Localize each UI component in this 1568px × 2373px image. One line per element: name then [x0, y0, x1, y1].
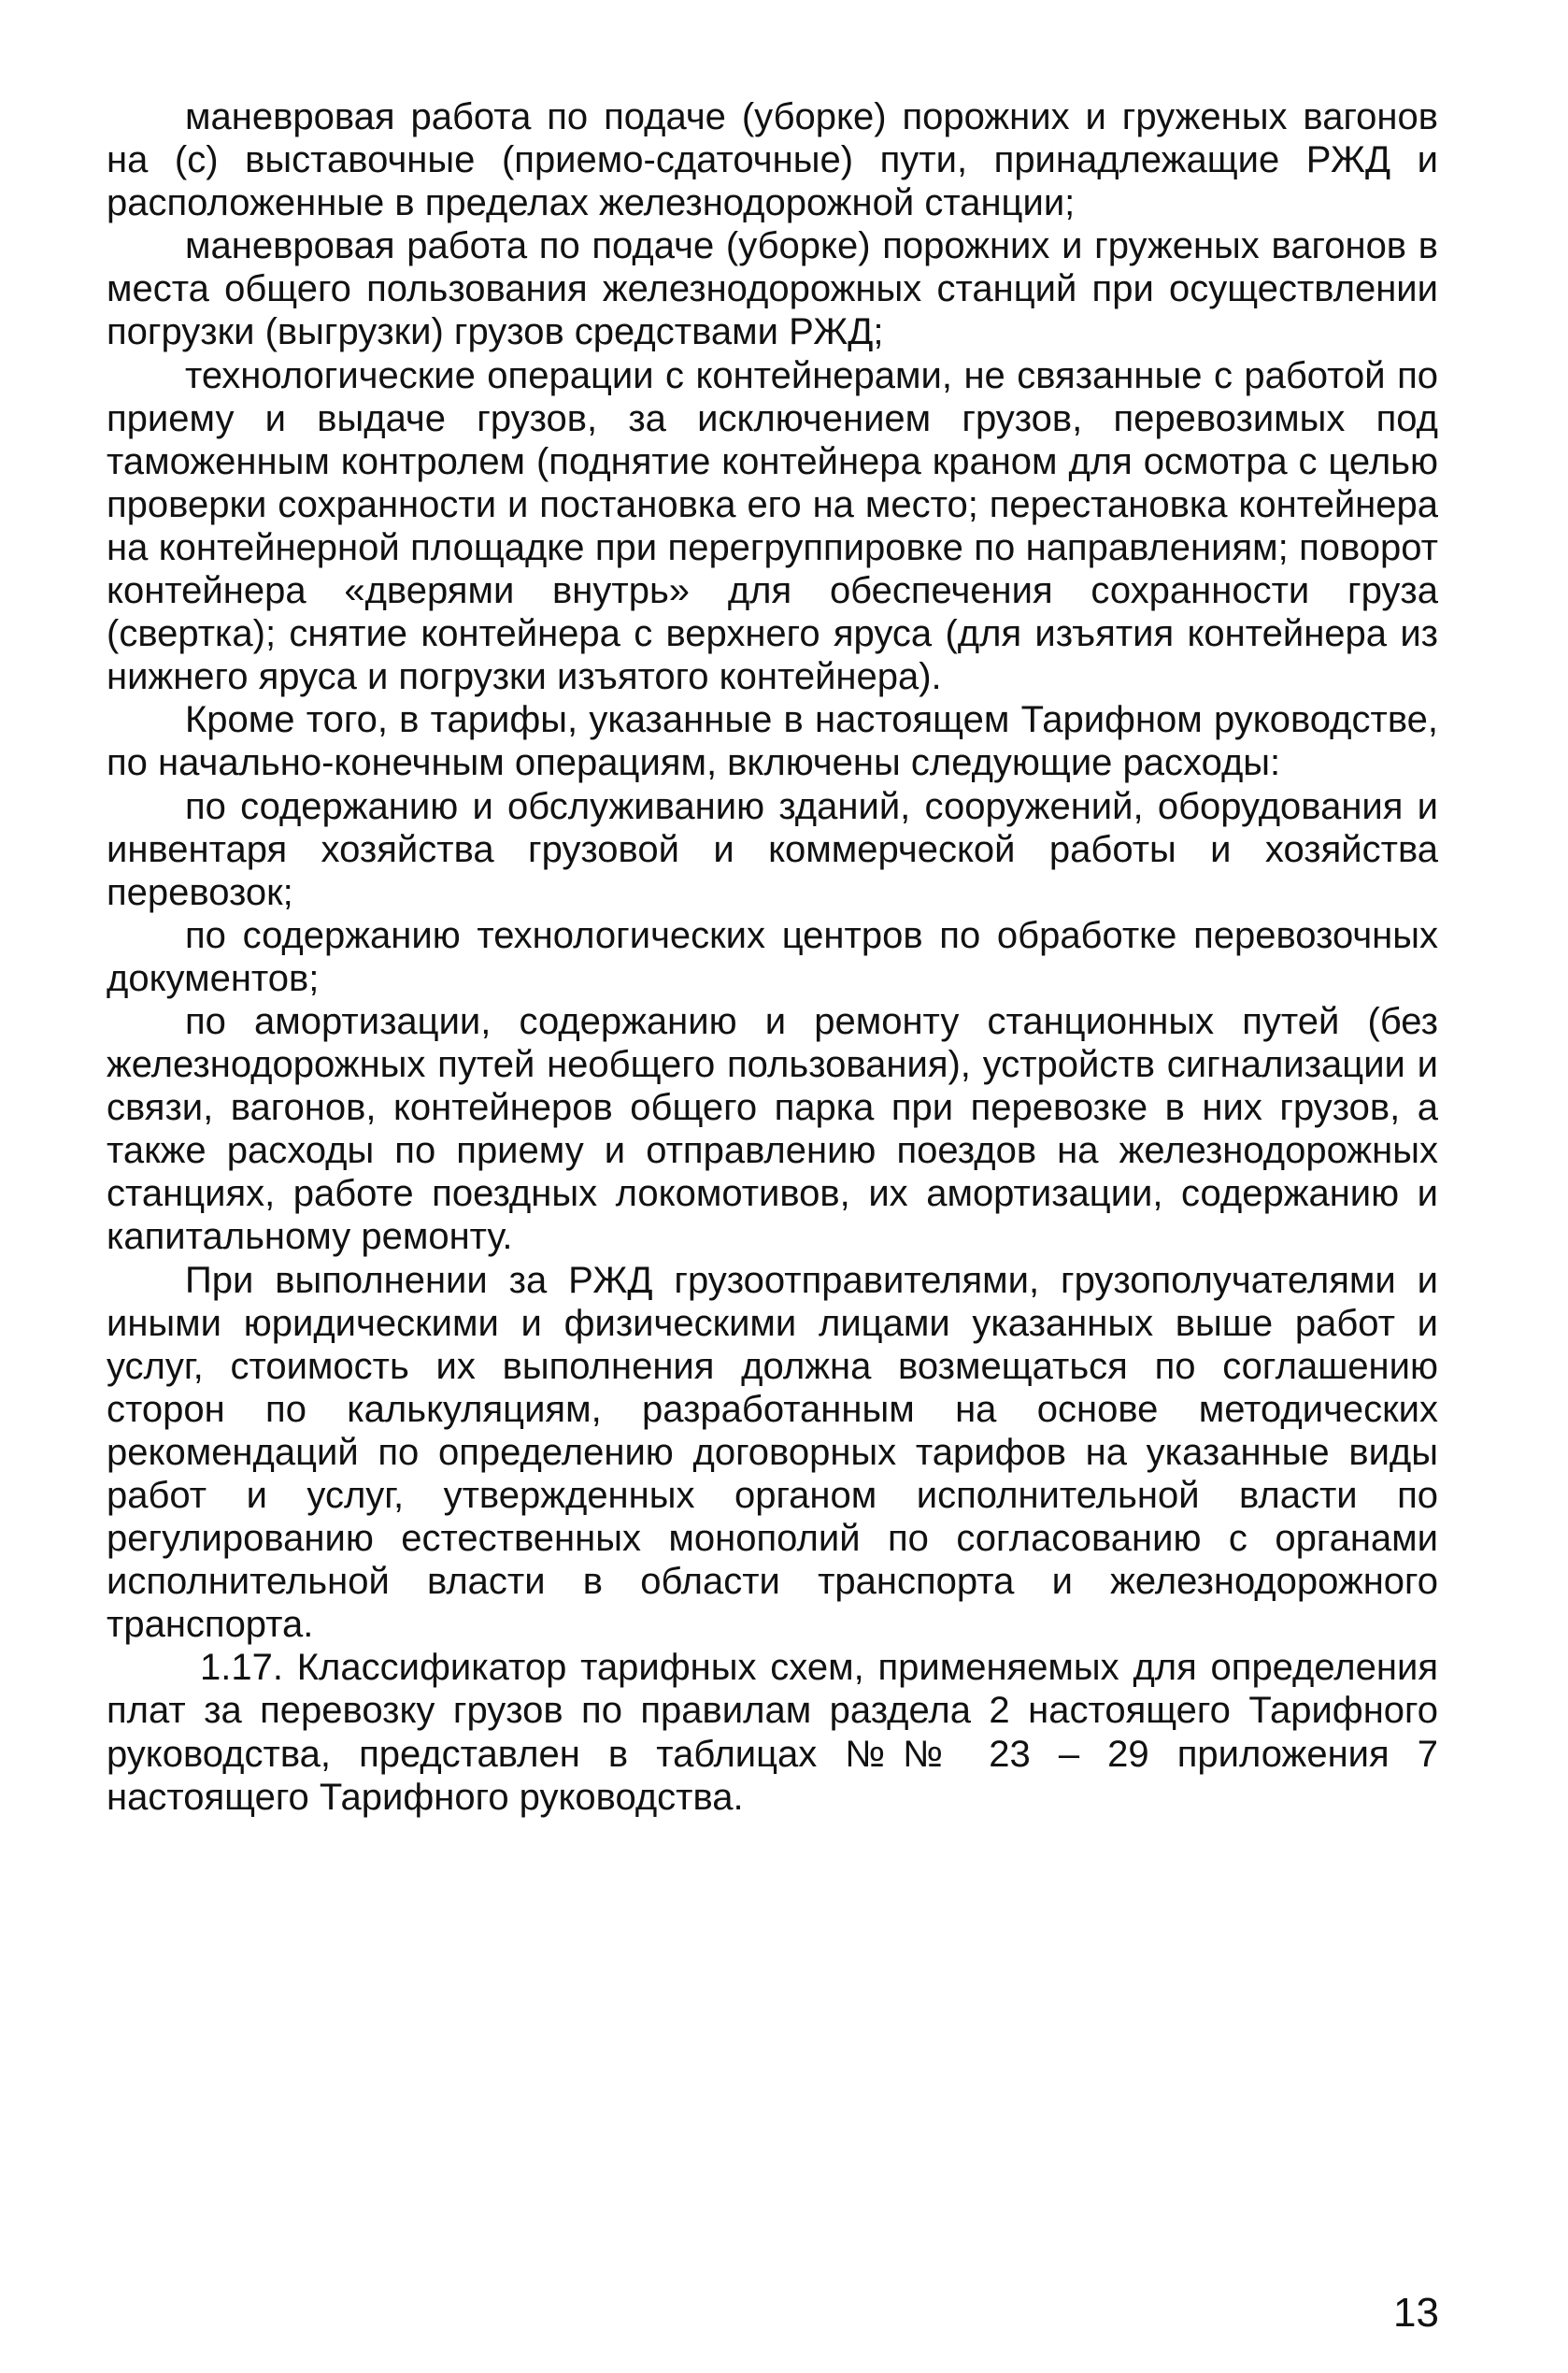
paragraph-container-operations: технологические операции с контейнерами, не связанные с работой по приему и выдаче грузов, за исключением грузов, перевозимых под таможенным контролем (поднятие контейнера краном для осмотра с целью проверки сохранности и постановка его на место; перестановка контейнера на контейнерной площадке при перегруппировке по направлениям; поворот контейнера «дверями внутрь» для обеспечения сохранности груза (свертка); снятие контейнера с верхнего яруса (для изъятия контейнера из нижнего яруса и погрузки изъятого контейнера).: [107, 354, 1438, 698]
paragraph-shunting-public-places: маневровая работа по подаче (уборке) порожних и груженых вагонов в места общего пользования железнодорожных станций при осуществлении погрузки (выгрузки) грузов средствами РЖД;: [107, 225, 1438, 353]
paragraph-tariff-expenses-intro: Кроме того, в тарифы, указанные в настоящем Тарифном руководстве, по начально-конечным операциям, включены следующие расходы:: [107, 699, 1438, 784]
paragraph-section-1-17: 1.17. Классификатор тарифных схем, применяемых для определения плат за перевозку грузов по правилам раздела 2 настоящего Тарифного руководства, представлен в таблицах №№ 23 – 29 приложения 7 настоящего Тарифного руководства.: [107, 1647, 1438, 1818]
paragraph-depreciation: по амортизации, содержанию и ремонту станционных путей (без железнодорожных путей необщего пользования), устройств сигнализации и связи, вагонов, контейнеров общего парка при перевозке в них грузов, а также расходы по приему и отправлению поездов на железнодорожных станциях, работе поездных локомотивов, их амортизации, содержанию и капитальному ремонту.: [107, 1000, 1438, 1258]
page-number: 13: [1393, 2290, 1439, 2336]
paragraph-technology-centers: по содержанию технологических центров по обработке перевозочных документов;: [107, 914, 1438, 999]
document-body: [107, 95, 1438, 1819]
paragraph-third-party-work: При выполнении за РЖД грузоотправителями, грузополучателями и иными юридическими и физическими лицами указанных выше работ и услуг, стоимость их выполнения должна возмещаться по соглашению сторон по калькуляциям, разработанным на основе методических рекомендаций по определению договорных тарифов на указанные виды работ и услуг, утвержденных органом исполнительной власти по регулированию естественных монополий по согласованию с органами исполнительной власти в области транспорта и железнодорожного транспорта.: [107, 1259, 1438, 1646]
paragraph-shunting-exhibition-tracks: маневровая работа по подаче (уборке) порожних и груженых вагонов на (с) выставочные (приемо-сдаточные) пути, принадлежащие РЖД и расположенные в пределах железнодорожной станции;: [107, 96, 1438, 224]
paragraph-building-maintenance: по содержанию и обслуживанию зданий, сооружений, оборудования и инвентаря хозяйства грузовой и коммерческой работы и хозяйства перевозок;: [107, 785, 1438, 913]
